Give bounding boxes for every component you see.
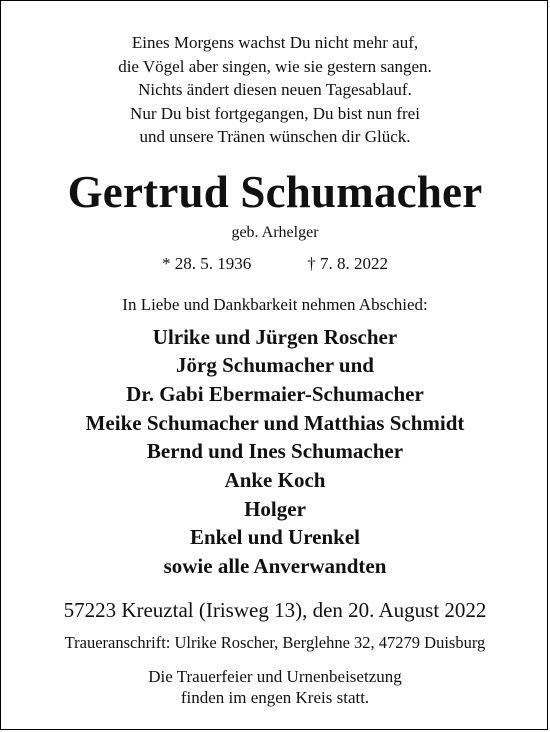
mourner-line: Jörg Schumacher und [176,353,374,378]
mourner-line: Holger [244,496,306,521]
birth-name: geb. Arhelger [231,223,319,241]
poem-line: und unsere Tränen wünschen dir Glück. [139,127,411,146]
ceremony-line: Die Trauerfeier und Urnenbeisetzung [148,666,402,686]
death-date: † 7. 8. 2022 [307,253,388,273]
birth-date: * 28. 5. 1936 [162,253,252,273]
mourner-line: Dr. Gabi Ebermaier-Schumacher [126,381,424,406]
poem-line: Nur Du bist fortgegangen, Du bist nun frei [130,103,420,123]
ceremony-line: finden im engen Kreis statt. [180,688,370,708]
poem-line: Eines Morgens wachst Du nicht mehr auf, [131,33,419,52]
farewell-line: In Liebe und Dankbarkeit nehmen Abschied: [122,294,428,314]
mourner-line: Enkel und Urenkel [190,525,360,550]
mourning-address: Traueranschrift: Ulrike Roscher, Berglehne 32, 47279 Duisburg [64,632,486,652]
poem-line: die Vögel aber singen, wie sie gestern sangen. [118,56,432,76]
mourner-line: Ulrike und Jürgen Roscher [152,324,398,349]
life-dates [0,253,550,275]
place-and-date: 57223 Kreuztal (Irisweg 13), den 20. August 2022 [63,597,487,622]
mourner-line: Bernd und Ines Schumacher [146,439,404,464]
poem [0,31,550,149]
mourner-line: sowie alle Anverwandten [163,554,387,579]
mourner-line: Meike Schumacher und Matthias Schmidt [85,410,465,435]
mourner-line: Anke Koch [224,468,326,493]
deceased-name: Gertrud Schumacher [67,166,483,217]
mourners-list [0,323,550,581]
ceremony-note [0,666,550,709]
poem-line: Nichts ändert diesen neuen Tagesablauf. [138,80,412,99]
